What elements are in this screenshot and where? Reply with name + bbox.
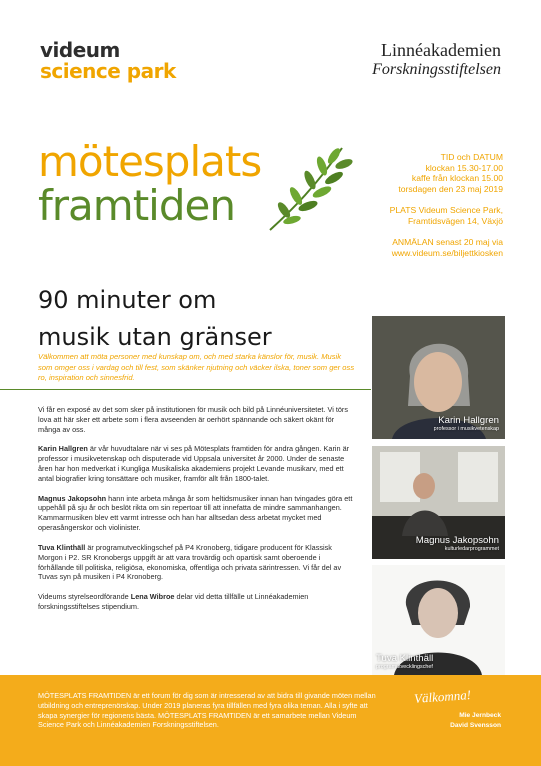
speaker-name-karin: Karin Hallgren xyxy=(38,444,88,454)
place-label: PLATS Videum Science Park, xyxy=(389,205,503,215)
body-text xyxy=(38,405,356,621)
time-info xyxy=(303,152,503,194)
videum-logo-line1: videum xyxy=(40,38,120,62)
caption-name-magnus: Magnus Jakopsohn xyxy=(415,535,499,546)
footer-banner xyxy=(0,675,541,766)
body-paragraph-3-text: hann inte arbeta många år som heltidsmusiker innan han tvingades göra ett uppehåll på sju år och beslöt rikta om sin repertoar till att innefatta de mindre sammanhangen. Kammarmusiken blev ett varmt intresse och han har alltsedan dess arbetat mycket med operasångerskor och violinister. xyxy=(38,493,353,533)
speaker-photo-karin xyxy=(372,316,505,439)
linne-logo-line1: Linnéakademien xyxy=(381,40,501,60)
speaker-photo-magnus xyxy=(372,446,505,559)
speaker-caption-karin xyxy=(434,415,499,433)
signature-name-1: Mie Jernbeck xyxy=(459,712,501,719)
event-title-line1: mötesplats xyxy=(38,137,262,186)
event-info xyxy=(303,152,503,269)
speaker-caption-tuva xyxy=(376,653,433,671)
videum-logo-line2: science park xyxy=(40,59,176,83)
speaker-caption-magnus xyxy=(416,535,499,553)
caption-role-karin: professor i musikvetenskap xyxy=(433,426,499,432)
welcome-text: Välkomna! xyxy=(413,687,472,706)
body-paragraph-1: Vi får en exposé av det som sker på institutionen för musik och bild på Linnéuniversitetet. Vi törs lova att här sker ett arbete som i flera avseenden är oerhört spännande och säkert okänt för många av oss. xyxy=(38,405,349,434)
body-paragraph-5-pre: Videums styrelseordförande xyxy=(38,591,131,601)
intro-text: Välkommen att möta personer med kunskap om, och med starka känslor för, musik. Musik som omger oss i vardag och till fest, som skänker njutning och väcker ilska, toner som ger oss ro, inspiration och sinnesfrid. xyxy=(38,352,355,383)
linne-logo-line2: Forskningsstiftelsen xyxy=(372,61,501,78)
signup-info xyxy=(303,237,503,258)
headline-line2: musik utan gränser xyxy=(38,323,272,351)
body-paragraph-3 xyxy=(38,494,356,534)
event-title-line2: framtiden xyxy=(38,181,235,230)
signature-names xyxy=(450,711,501,730)
body-paragraph-5 xyxy=(38,592,356,612)
speaker-name-tuva: Tuva Klinthäll xyxy=(38,542,86,552)
caption-role-magnus: kulturledarprogrammet xyxy=(444,546,499,552)
signature-name-2: David Svensson xyxy=(450,721,501,729)
signup-label: ANMÄLAN senast 20 maj via xyxy=(392,237,503,247)
linneakademien-logo xyxy=(341,40,501,80)
speaker-name-magnus: Magnus Jakopsohn xyxy=(38,493,107,503)
caption-role-tuva: programutvecklingschef xyxy=(376,664,433,670)
footer-text: MÖTESPLATS FRAMTIDEN är ett forum för dig som är intresserad av att bidra till givande möten mellan utbildning och entreprenörskap. Under 2019 planeras fyra tillfällen med fyra olika teman. Alla i syfte att skapa synergier för regionens bästa. MÖTESPLATS FRAMTIDEN är ett samarbete mellan Videum Science Park och Linnéakademien Forskningsstiftelsen. xyxy=(38,691,376,730)
caption-name-tuva: Tuva Klinthäll xyxy=(376,653,434,664)
event-date: torsdagen den 23 maj 2019 xyxy=(398,183,503,194)
coffee-time: kaffe från klockan 15.00 xyxy=(411,173,503,183)
body-paragraph-5-text: delar vid detta tillfälle ut Linnéakademien forskningsstiftelses stipendium. xyxy=(38,591,309,611)
time-value: klockan 15.30-17.00 xyxy=(425,162,503,173)
body-paragraph-4 xyxy=(38,543,356,583)
headline xyxy=(38,282,272,356)
videum-logo xyxy=(40,40,200,82)
headline-line1: 90 minuter om xyxy=(38,286,217,314)
body-paragraph-4-text: är programutvecklingschef på P4 Kronoberg, tidigare producent för Klassisk Morgon i P2. SR Kronobergs uppgift är att vara trovärdig och opartisk samt oberoende i förhållande till politiska, religiösa, ekonomiska, offentliga och privata särintressen. Vi får del av Tuvas syn på musiken i P4 Kronoberg. xyxy=(38,542,342,582)
divider-line xyxy=(0,389,371,390)
speaker-photo-tuva xyxy=(372,565,505,675)
caption-name-karin: Karin Hallgren xyxy=(438,415,499,426)
signup-link[interactable]: www.videum.se/biljettkiosken xyxy=(391,247,503,258)
time-label: TID och DATUM xyxy=(440,152,503,162)
body-paragraph-2-text: är vår huvudtalare när vi ses på Mötesplats framtiden för andra gången. Karin är professor i musikvetenskap och disputerade vid Uppsala universitet år 2000. Under de senaste åren har hon medverkat i Kungliga Musikaliska akademiens projekt Levande musikarv, med ett antal biografier kring tonsättare och musiker, framför allt från 1800-talet. xyxy=(38,444,350,484)
place-info xyxy=(303,205,503,226)
body-paragraph-2 xyxy=(38,444,356,484)
event-title xyxy=(38,137,262,230)
chair-name-lena: Lena Wibroe xyxy=(130,591,175,601)
place-address: Framtidsvägen 14, Växjö xyxy=(407,215,503,226)
